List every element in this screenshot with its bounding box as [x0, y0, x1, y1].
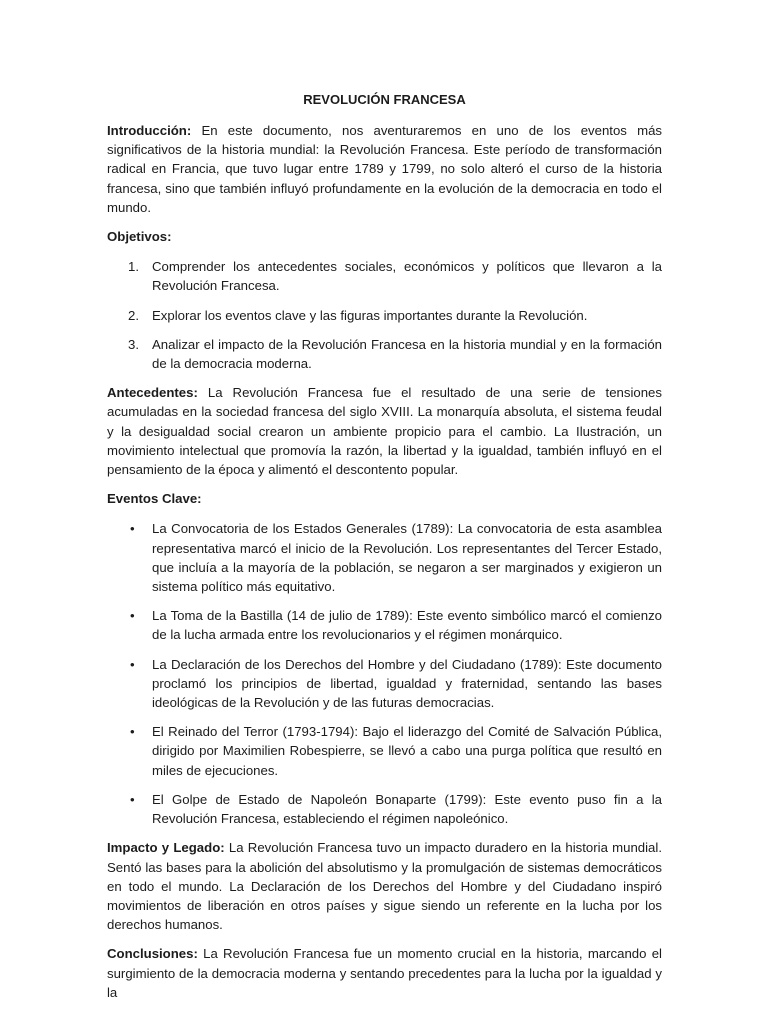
list-item-text: Comprender los antecedentes sociales, económicos y políticos que llevaron a la Revolución Francesa. [152, 259, 662, 294]
intro-text: En este documento, nos aventuraremos en uno de los eventos más significativos de la historia mundial: la Revolución Francesa. Este período de transformación radical en Francia, que tuvo lugar entre 1789 y 1799, no solo alteró el curso de la historia francesa, sino que también influyó profundamente en la evolución de la democracia en todo el mundo. [107, 123, 662, 215]
impact-paragraph [107, 838, 662, 934]
list-item-text: El Golpe de Estado de Napoleón Bonaparte (1799): Este evento puso fin a la Revolución Francesa, estableciendo el régimen napoleónico. [152, 791, 662, 827]
bullet-icon: • [130, 656, 135, 672]
intro-paragraph [107, 121, 662, 217]
conclusions-text: La Revolución Francesa fue un momento crucial en la historia, marcando el surgimiento de la democracia moderna y sentando precedentes para la lucha por la igualdad y la [107, 946, 662, 1000]
document-title: REVOLUCIÓN FRANCESA [303, 92, 466, 107]
list-item [107, 790, 662, 828]
objectives-list [107, 257, 662, 373]
conclusions-label: Conclusiones: [107, 946, 198, 962]
bullet-icon: • [130, 608, 135, 624]
list-number: 3. [128, 336, 139, 352]
list-item-text: Analizar el impacto de la Revolución Francesa en la historia mundial y en la formación de la democracia moderna. [152, 336, 662, 372]
list-item [107, 519, 662, 596]
list-item [107, 722, 662, 780]
list-item [107, 257, 662, 295]
key-events-heading: Eventos Clave: [107, 491, 202, 507]
list-item-text: El Reinado del Terror (1793-1794): Bajo el liderazgo del Comité de Salvación Pública, dirigido por Maximilien Robespierre, se llevó a cabo una purga política que resultó en miles de ejecuciones. [152, 724, 662, 778]
list-number: 2. [128, 307, 139, 323]
list-item-text: La Declaración de los Derechos del Hombre y del Ciudadano (1789): Este documento proclamó los principios de libertad, igualdad y fraternidad, sentando las bases ideológicas de la Revolución y de las futuras democracias. [152, 656, 662, 711]
objectives-heading: Objetivos: [107, 229, 172, 245]
list-item-text: La Toma de la Bastilla (14 de julio de 1789): Este evento simbólico marcó el comienzo de la lucha armada entre los revolucionarios y el régimen monárquico. [152, 608, 662, 643]
list-number: 1. [128, 259, 139, 275]
background-paragraph [107, 383, 662, 479]
impact-label: Impacto y Legado: [107, 840, 225, 856]
list-item [107, 306, 662, 325]
key-events-list [107, 519, 662, 828]
list-item [107, 335, 662, 373]
list-item [107, 606, 662, 644]
bullet-icon: • [130, 791, 135, 807]
list-item [107, 655, 662, 713]
list-item-text: La Convocatoria de los Estados Generales (1789): La convocatoria de esta asamblea representativa marcó el inicio de la Revolución. Los representantes del Tercer Estado, que incluía a la mayoría de la población, se negaron a ser marginados y exigieron un sistema político más equitativo. [152, 521, 662, 595]
conclusions-paragraph [107, 944, 662, 1002]
bullet-icon: • [130, 521, 135, 537]
bullet-icon: • [130, 724, 135, 740]
impact-text: La Revolución Francesa tuvo un impacto duradero en la historia mundial. Sentó las bases para la abolición del absolutismo y la promulgación de sistemas democráticos en todo el mundo. La Declaración de los Derechos del Hombre y del Ciudadano inspiró movimientos de liberación en otros países y sigue siendo un referente en la lucha por los derechos humanos. [107, 840, 662, 933]
list-item-text: Explorar los eventos clave y las figuras importantes durante la Revolución. [152, 307, 588, 323]
background-label: Antecedentes: [107, 385, 198, 401]
background-text: La Revolución Francesa fue el resultado de una serie de tensiones acumuladas en la sociedad francesa del siglo XVIII. La monarquía absoluta, el sistema feudal y la desigualdad social crearon un ambiente propicio para el cambio. La Ilustración, un movimiento intelectual que promovía la razón, la libertad y la igualdad, también influyó en el pensamiento de la época y alimentó el descontento popular. [107, 385, 662, 478]
intro-label: Introducción: [107, 123, 192, 138]
